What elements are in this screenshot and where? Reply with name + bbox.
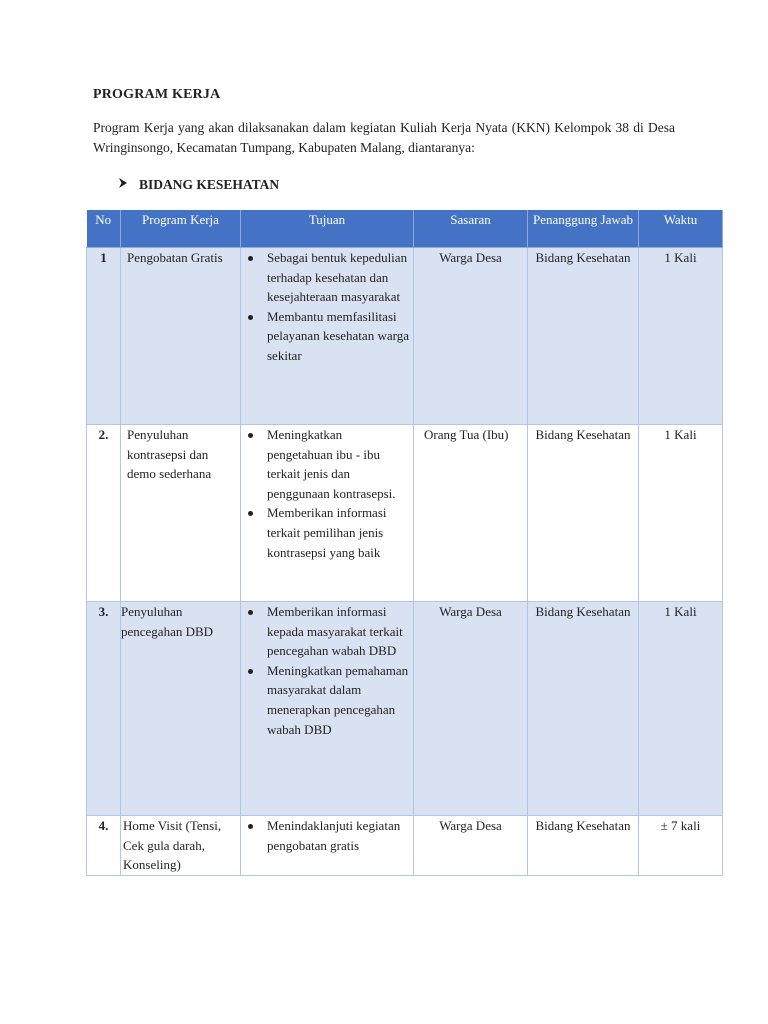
cell-program: Penyuluhan kontrasepsi dan demo sederhana: [121, 425, 241, 602]
tujuan-list: [245, 602, 411, 739]
bullet-icon: [248, 669, 253, 674]
bullet-icon: [248, 315, 253, 320]
section-title: BIDANG KESEHATAN: [139, 177, 280, 192]
cell-waktu: 1 Kali: [639, 602, 723, 816]
cell-no: 3.: [87, 602, 121, 816]
program-table: [86, 210, 723, 876]
section-heading: [117, 177, 279, 193]
cell-sasaran: Warga Desa: [414, 816, 528, 876]
cell-penanggung: Bidang Kesehatan: [528, 816, 639, 876]
header-penanggung: Penanggung Jawab: [528, 210, 639, 248]
tujuan-list: [245, 816, 411, 855]
header-tujuan: Tujuan: [241, 210, 414, 248]
arrow-right-icon: [117, 177, 131, 193]
table-row: [87, 425, 723, 602]
cell-no: 2.: [87, 425, 121, 602]
bullet-icon: [248, 433, 253, 438]
header-program: Program Kerja: [121, 210, 241, 248]
cell-sasaran: Warga Desa: [414, 602, 528, 816]
cell-tujuan: [241, 602, 414, 816]
cell-waktu: ± 7 kali: [639, 816, 723, 876]
list-item: Menindaklanjuti kegiatan pengobatan gratis: [245, 816, 411, 855]
intro-paragraph: Program Kerja yang akan dilaksanakan dalam kegiatan Kuliah Kerja Nyata (KKN) Kelompok 38 di Desa Wringinsongo, Kecamatan Tumpang, Kabupaten Malang, diantaranya:: [93, 120, 675, 155]
bullet-icon: [248, 511, 253, 516]
header-sasaran: Sasaran: [414, 210, 528, 248]
cell-program: Pengobatan Gratis: [121, 248, 241, 425]
cell-no: 1: [87, 248, 121, 425]
list-item: Sebagai bentuk kepedulian terhadap kesehatan dan kesejahteraan masyarakat: [245, 248, 411, 307]
bullet-icon: [248, 824, 253, 829]
page-title: PROGRAM KERJA: [93, 87, 221, 102]
list-item: Membantu memfasilitasi pelayanan kesehatan warga sekitar: [245, 307, 411, 366]
cell-tujuan: [241, 248, 414, 425]
header-no: No: [87, 210, 121, 248]
table-header-row: [87, 210, 723, 248]
table-row: [87, 248, 723, 425]
list-item: Memberikan informasi kepada masyarakat terkait pencegahan wabah DBD: [245, 602, 411, 661]
cell-no: 4.: [87, 816, 121, 876]
cell-tujuan: [241, 816, 414, 876]
bullet-icon: [248, 256, 253, 261]
cell-program: Penyuluhan pencegahan DBD: [121, 602, 241, 816]
list-item: Memberikan informasi terkait pemilihan jenis kontrasepsi yang baik: [245, 503, 411, 562]
list-item: Meningkatkan pengetahuan ibu - ibu terkait jenis dan penggunaan kontrasepsi.: [245, 425, 411, 503]
bullet-icon: [248, 610, 253, 615]
cell-sasaran: Warga Desa: [414, 248, 528, 425]
table-row: [87, 602, 723, 816]
list-item: Meningkatkan pemahaman masyarakat dalam menerapkan pencegahan wabah DBD: [245, 661, 411, 739]
cell-penanggung: Bidang Kesehatan: [528, 248, 639, 425]
header-waktu: Waktu: [639, 210, 723, 248]
table-row: [87, 816, 723, 876]
tujuan-list: [245, 248, 411, 366]
cell-waktu: 1 Kali: [639, 248, 723, 425]
cell-waktu: 1 Kali: [639, 425, 723, 602]
cell-penanggung: Bidang Kesehatan: [528, 425, 639, 602]
tujuan-list: [245, 425, 411, 562]
cell-program: Home Visit (Tensi, Cek gula darah, Konseling): [121, 816, 241, 876]
cell-tujuan: [241, 425, 414, 602]
cell-sasaran: Orang Tua (Ibu): [414, 425, 528, 602]
cell-penanggung: Bidang Kesehatan: [528, 602, 639, 816]
